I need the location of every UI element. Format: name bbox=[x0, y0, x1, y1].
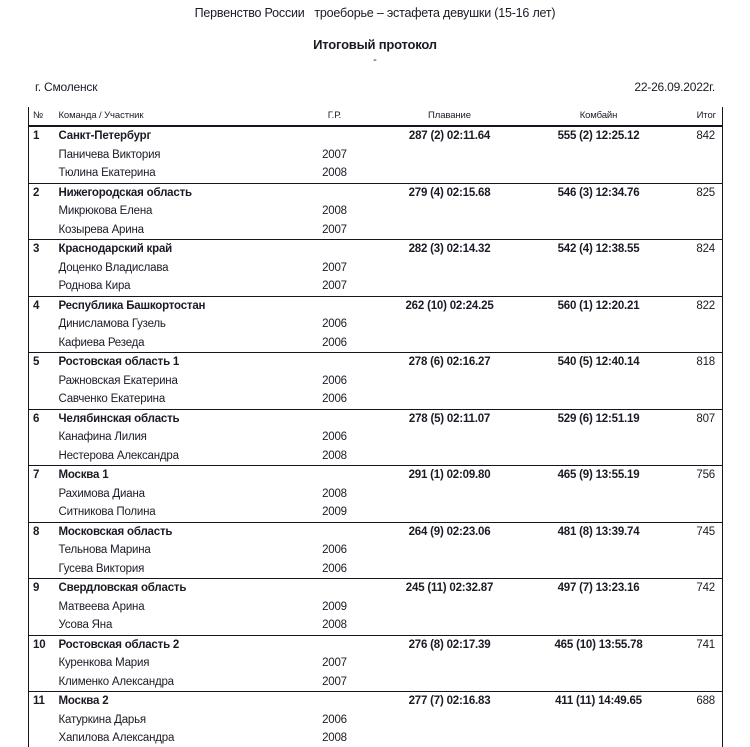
birth-year: 2006 bbox=[322, 318, 347, 330]
total-points: 688 bbox=[673, 692, 723, 711]
kombain-result: 555 (2) 12:25.12 bbox=[557, 130, 640, 142]
rank-empty bbox=[29, 221, 55, 240]
swim-empty bbox=[375, 541, 525, 560]
kombain-empty bbox=[525, 541, 673, 560]
rank-cell: 6 bbox=[29, 409, 55, 428]
member-name: Козырева Арина bbox=[58, 223, 144, 236]
rank-cell: 8 bbox=[29, 522, 55, 541]
swim-result: 287 (2) 02:11.64 bbox=[408, 130, 491, 142]
results-table-wrap bbox=[28, 107, 722, 747]
swim-empty bbox=[375, 372, 525, 391]
member-row bbox=[29, 598, 723, 617]
swim-result: 279 (4) 02:15.68 bbox=[375, 183, 525, 202]
kombain-empty bbox=[525, 390, 673, 409]
kombain-empty bbox=[525, 315, 673, 334]
total-empty bbox=[673, 277, 723, 296]
member-name: Куренкова Мария bbox=[58, 657, 150, 669]
swim-empty bbox=[375, 711, 525, 730]
kombain-empty bbox=[525, 259, 673, 278]
member-name: Канафина Лилия bbox=[58, 431, 147, 443]
birth-year: 2007 bbox=[322, 657, 347, 669]
rank-empty bbox=[29, 485, 55, 504]
col-header-team: Команда / Участник bbox=[58, 110, 144, 121]
member-name: Клименко Александра bbox=[58, 675, 174, 688]
kombain-result: 411 (11) 14:49.65 bbox=[525, 692, 673, 711]
kombain-empty bbox=[525, 673, 673, 692]
birth-year: 2009 bbox=[322, 600, 347, 613]
rank-empty bbox=[29, 428, 55, 447]
kombain-result: 560 (1) 12:20.21 bbox=[525, 296, 673, 315]
rank-empty bbox=[29, 503, 55, 522]
member-name: Гусева Виктория bbox=[58, 562, 145, 575]
total-empty bbox=[673, 372, 723, 391]
swim-empty bbox=[375, 673, 525, 692]
kombain-empty bbox=[525, 164, 673, 183]
birth-year: 2006 bbox=[322, 713, 347, 726]
swim-empty bbox=[375, 315, 525, 334]
rank-empty bbox=[29, 334, 55, 353]
member-name: Савченко Екатерина bbox=[58, 393, 166, 405]
col-header-year: Г.Р. bbox=[327, 110, 342, 121]
total-empty bbox=[673, 503, 723, 522]
member-row bbox=[29, 390, 723, 409]
total-points: 742 bbox=[673, 579, 723, 598]
member-name: Динисламова Гузель bbox=[58, 318, 166, 330]
swim-result: 282 (3) 02:14.32 bbox=[375, 240, 525, 259]
birth-year-empty bbox=[295, 126, 375, 146]
team-row bbox=[29, 183, 723, 202]
birth-year-empty bbox=[295, 240, 375, 259]
kombain-empty bbox=[525, 485, 673, 504]
col-header-total: Итог bbox=[696, 110, 716, 121]
kombain-result: 497 (7) 13:23.16 bbox=[525, 579, 673, 598]
rank-cell: 5 bbox=[29, 353, 55, 372]
kombain-empty bbox=[525, 372, 673, 391]
rank-empty bbox=[29, 616, 55, 635]
team-row bbox=[29, 296, 723, 315]
rank-empty bbox=[29, 315, 55, 334]
total-points: 825 bbox=[673, 183, 723, 202]
team-row bbox=[29, 692, 723, 711]
rank-cell: 1 bbox=[33, 130, 40, 142]
birth-year: 2008 bbox=[322, 205, 347, 217]
member-row bbox=[29, 503, 723, 522]
birth-year-empty bbox=[295, 353, 375, 372]
swim-empty bbox=[375, 616, 525, 635]
birth-year-empty bbox=[295, 409, 375, 428]
rank-empty bbox=[29, 164, 55, 183]
team-name: Ростовская область 1 bbox=[55, 353, 295, 372]
rank-empty bbox=[29, 711, 55, 730]
member-name: Тюлина Екатерина bbox=[58, 167, 156, 179]
swim-empty bbox=[375, 202, 525, 221]
kombain-result: 542 (4) 12:38.55 bbox=[525, 240, 673, 259]
member-name: Катуркина Дарья bbox=[58, 713, 146, 726]
member-name: Рахимова Диана bbox=[58, 487, 145, 500]
rank-cell: 3 bbox=[29, 240, 55, 259]
rank-empty bbox=[29, 372, 55, 391]
swim-empty bbox=[375, 259, 525, 278]
rank-empty bbox=[29, 598, 55, 617]
swim-result: 277 (7) 02:16.83 bbox=[375, 692, 525, 711]
total-empty bbox=[673, 221, 723, 240]
member-name: Хапилова Александра bbox=[58, 732, 175, 744]
swim-result: 262 (10) 02:24.25 bbox=[375, 296, 525, 315]
total-empty bbox=[673, 541, 723, 560]
kombain-empty bbox=[525, 503, 673, 522]
total-empty bbox=[673, 164, 723, 183]
birth-year: 2006 bbox=[322, 562, 347, 575]
member-row bbox=[29, 372, 723, 391]
total-empty bbox=[673, 673, 723, 692]
birth-year: 2009 bbox=[322, 506, 347, 518]
birth-year: 2006 bbox=[322, 336, 347, 349]
total-empty bbox=[673, 428, 723, 447]
member-row bbox=[29, 711, 723, 730]
total-points: 822 bbox=[673, 296, 723, 315]
team-name: Свердловская область bbox=[55, 579, 295, 598]
total-points: 756 bbox=[673, 466, 723, 485]
team-row bbox=[29, 522, 723, 541]
birth-year-empty bbox=[295, 635, 375, 654]
swim-result: 291 (1) 02:09.80 bbox=[375, 466, 525, 485]
total-points: 824 bbox=[673, 240, 723, 259]
swim-empty bbox=[375, 447, 525, 466]
team-name: Санкт-Петербург bbox=[58, 130, 152, 142]
kombain-empty bbox=[525, 202, 673, 221]
birth-year-empty bbox=[295, 692, 375, 711]
rank-empty bbox=[29, 673, 55, 692]
member-row bbox=[29, 164, 723, 183]
member-row bbox=[29, 202, 723, 221]
team-row bbox=[29, 635, 723, 654]
kombain-result: 465 (9) 13:55.19 bbox=[525, 466, 673, 485]
birth-year: 2007 bbox=[322, 675, 347, 688]
team-name: Нижегородская область bbox=[55, 183, 295, 202]
kombain-empty bbox=[525, 729, 673, 747]
kombain-result: 465 (10) 13:55.78 bbox=[525, 635, 673, 654]
kombain-empty bbox=[525, 616, 673, 635]
total-points: 842 bbox=[696, 130, 715, 142]
member-name: Ситникова Полина bbox=[58, 506, 156, 518]
birth-year-empty bbox=[295, 579, 375, 598]
col-header-rank: № bbox=[33, 110, 44, 121]
total-empty bbox=[673, 259, 723, 278]
total-empty bbox=[673, 315, 723, 334]
header-row bbox=[29, 107, 723, 126]
swim-empty bbox=[375, 485, 525, 504]
swim-empty bbox=[375, 390, 525, 409]
birth-year-empty bbox=[295, 183, 375, 202]
swim-empty bbox=[375, 503, 525, 522]
rank-empty bbox=[29, 447, 55, 466]
swim-result: 276 (8) 02:17.39 bbox=[375, 635, 525, 654]
event-dates: 22-26.09.2022г. bbox=[634, 80, 715, 94]
birth-year-empty bbox=[295, 522, 375, 541]
total-empty bbox=[673, 598, 723, 617]
team-name: Челябинская область bbox=[55, 409, 295, 428]
member-row bbox=[29, 315, 723, 334]
swim-empty bbox=[375, 277, 525, 296]
member-row bbox=[29, 277, 723, 296]
event-location: г. Смоленск bbox=[35, 80, 98, 94]
results-body bbox=[29, 126, 723, 747]
rank-empty bbox=[29, 541, 55, 560]
kombain-empty bbox=[525, 334, 673, 353]
meta-row bbox=[35, 80, 715, 94]
kombain-result: 546 (3) 12:34.76 bbox=[525, 183, 673, 202]
team-name: Республика Башкортостан bbox=[55, 296, 295, 315]
rank-cell: 7 bbox=[29, 466, 55, 485]
rank-empty bbox=[29, 259, 55, 278]
kombain-empty bbox=[525, 428, 673, 447]
total-empty bbox=[673, 390, 723, 409]
rank-empty bbox=[29, 560, 55, 579]
birth-year-empty bbox=[295, 296, 375, 315]
member-row bbox=[29, 146, 723, 165]
birth-year: 2007 bbox=[322, 223, 347, 236]
member-row bbox=[29, 541, 723, 560]
member-row bbox=[29, 259, 723, 278]
rank-empty bbox=[29, 729, 55, 747]
subtitle-dash: - bbox=[373, 54, 377, 66]
team-row bbox=[29, 409, 723, 428]
rank-empty bbox=[29, 202, 55, 221]
swim-empty bbox=[375, 221, 525, 240]
results-header bbox=[29, 107, 723, 126]
results-table bbox=[28, 107, 723, 747]
protocol-subtitle: Итоговый протокол bbox=[313, 37, 437, 52]
swim-result: 278 (6) 02:16.27 bbox=[375, 353, 525, 372]
col-header-kombain: Комбайн bbox=[579, 110, 618, 121]
total-empty bbox=[673, 711, 723, 730]
team-name: Москва 2 bbox=[55, 692, 295, 711]
total-empty bbox=[673, 485, 723, 504]
total-empty bbox=[673, 729, 723, 747]
team-row bbox=[29, 126, 723, 146]
birth-year: 2006 bbox=[322, 544, 347, 556]
total-points: 741 bbox=[673, 635, 723, 654]
member-row bbox=[29, 729, 723, 747]
member-row bbox=[29, 428, 723, 447]
member-row bbox=[29, 673, 723, 692]
member-row bbox=[29, 560, 723, 579]
kombain-empty bbox=[525, 598, 673, 617]
rank-cell: 2 bbox=[29, 183, 55, 202]
member-name: Роднова Кира bbox=[58, 280, 131, 292]
rank-empty bbox=[29, 146, 55, 165]
total-empty bbox=[673, 334, 723, 353]
member-row bbox=[29, 654, 723, 673]
member-name: Ражновская Екатерина bbox=[58, 374, 178, 387]
birth-year: 2008 bbox=[322, 619, 347, 631]
team-name: Московская область bbox=[55, 522, 295, 541]
total-empty bbox=[673, 654, 723, 673]
swim-result: 278 (5) 02:11.07 bbox=[375, 409, 525, 428]
kombain-result: 529 (6) 12:51.19 bbox=[525, 409, 673, 428]
member-row bbox=[29, 221, 723, 240]
team-row bbox=[29, 240, 723, 259]
swim-empty bbox=[375, 428, 525, 447]
kombain-empty bbox=[525, 447, 673, 466]
kombain-result: 481 (8) 13:39.74 bbox=[525, 522, 673, 541]
rank-cell: 10 bbox=[29, 635, 55, 654]
swim-empty bbox=[375, 598, 525, 617]
team-name: Москва 1 bbox=[55, 466, 295, 485]
swim-empty bbox=[375, 334, 525, 353]
member-name: Кафиева Резеда bbox=[58, 336, 145, 349]
total-empty bbox=[673, 616, 723, 635]
total-empty bbox=[673, 447, 723, 466]
kombain-empty bbox=[525, 221, 673, 240]
birth-year: 2008 bbox=[322, 732, 347, 744]
swim-empty bbox=[375, 164, 525, 183]
birth-year: 2007 bbox=[322, 261, 347, 274]
member-name: Тельнова Марина bbox=[58, 544, 151, 556]
birth-year: 2006 bbox=[322, 374, 347, 387]
rank-cell: 11 bbox=[29, 692, 55, 711]
total-points: 807 bbox=[673, 409, 723, 428]
birth-year: 2008 bbox=[322, 487, 347, 500]
birth-year: 2007 bbox=[322, 280, 347, 292]
kombain-empty bbox=[525, 560, 673, 579]
birth-year-empty bbox=[295, 466, 375, 485]
birth-year: 2008 bbox=[322, 167, 347, 179]
swim-empty bbox=[375, 146, 525, 165]
rank-empty bbox=[29, 390, 55, 409]
member-row bbox=[29, 485, 723, 504]
member-name: Нестерова Александра bbox=[58, 449, 179, 462]
total-empty bbox=[673, 202, 723, 221]
team-row bbox=[29, 353, 723, 372]
member-row bbox=[29, 447, 723, 466]
swim-empty bbox=[375, 560, 525, 579]
member-name: Микрюкова Елена bbox=[58, 205, 153, 217]
swim-result: 245 (11) 02:32.87 bbox=[375, 579, 525, 598]
swim-empty bbox=[375, 729, 525, 747]
col-header-swim: Плавание bbox=[428, 110, 471, 121]
team-name: Ростовская область 2 bbox=[55, 635, 295, 654]
team-row bbox=[29, 466, 723, 485]
total-points: 745 bbox=[673, 522, 723, 541]
member-name: Матвеева Арина bbox=[58, 600, 145, 613]
total-points: 818 bbox=[673, 353, 723, 372]
rank-cell: 4 bbox=[29, 296, 55, 315]
birth-year: 2008 bbox=[322, 449, 347, 462]
kombain-empty bbox=[525, 711, 673, 730]
birth-year: 2007 bbox=[322, 148, 347, 161]
member-name: Паничева Виктория bbox=[58, 148, 161, 161]
rank-empty bbox=[29, 277, 55, 296]
birth-year: 2006 bbox=[322, 393, 347, 405]
member-name: Доценко Владислава bbox=[58, 261, 169, 274]
total-empty bbox=[673, 560, 723, 579]
team-row bbox=[29, 579, 723, 598]
rank-cell: 9 bbox=[29, 579, 55, 598]
member-name: Усова Яна bbox=[58, 619, 113, 631]
kombain-empty bbox=[525, 277, 673, 296]
swim-result: 264 (9) 02:23.06 bbox=[375, 522, 525, 541]
kombain-result: 540 (5) 12:40.14 bbox=[525, 353, 673, 372]
total-empty bbox=[673, 146, 723, 165]
kombain-empty bbox=[525, 146, 673, 165]
swim-empty bbox=[375, 654, 525, 673]
member-row bbox=[29, 334, 723, 353]
rank-empty bbox=[29, 654, 55, 673]
page-title: Первенство России троеборье – эстафета девушки (15-16 лет) bbox=[194, 6, 556, 20]
birth-year: 2006 bbox=[322, 431, 347, 443]
kombain-empty bbox=[525, 654, 673, 673]
team-name: Краснодарский край bbox=[55, 240, 295, 259]
member-row bbox=[29, 616, 723, 635]
